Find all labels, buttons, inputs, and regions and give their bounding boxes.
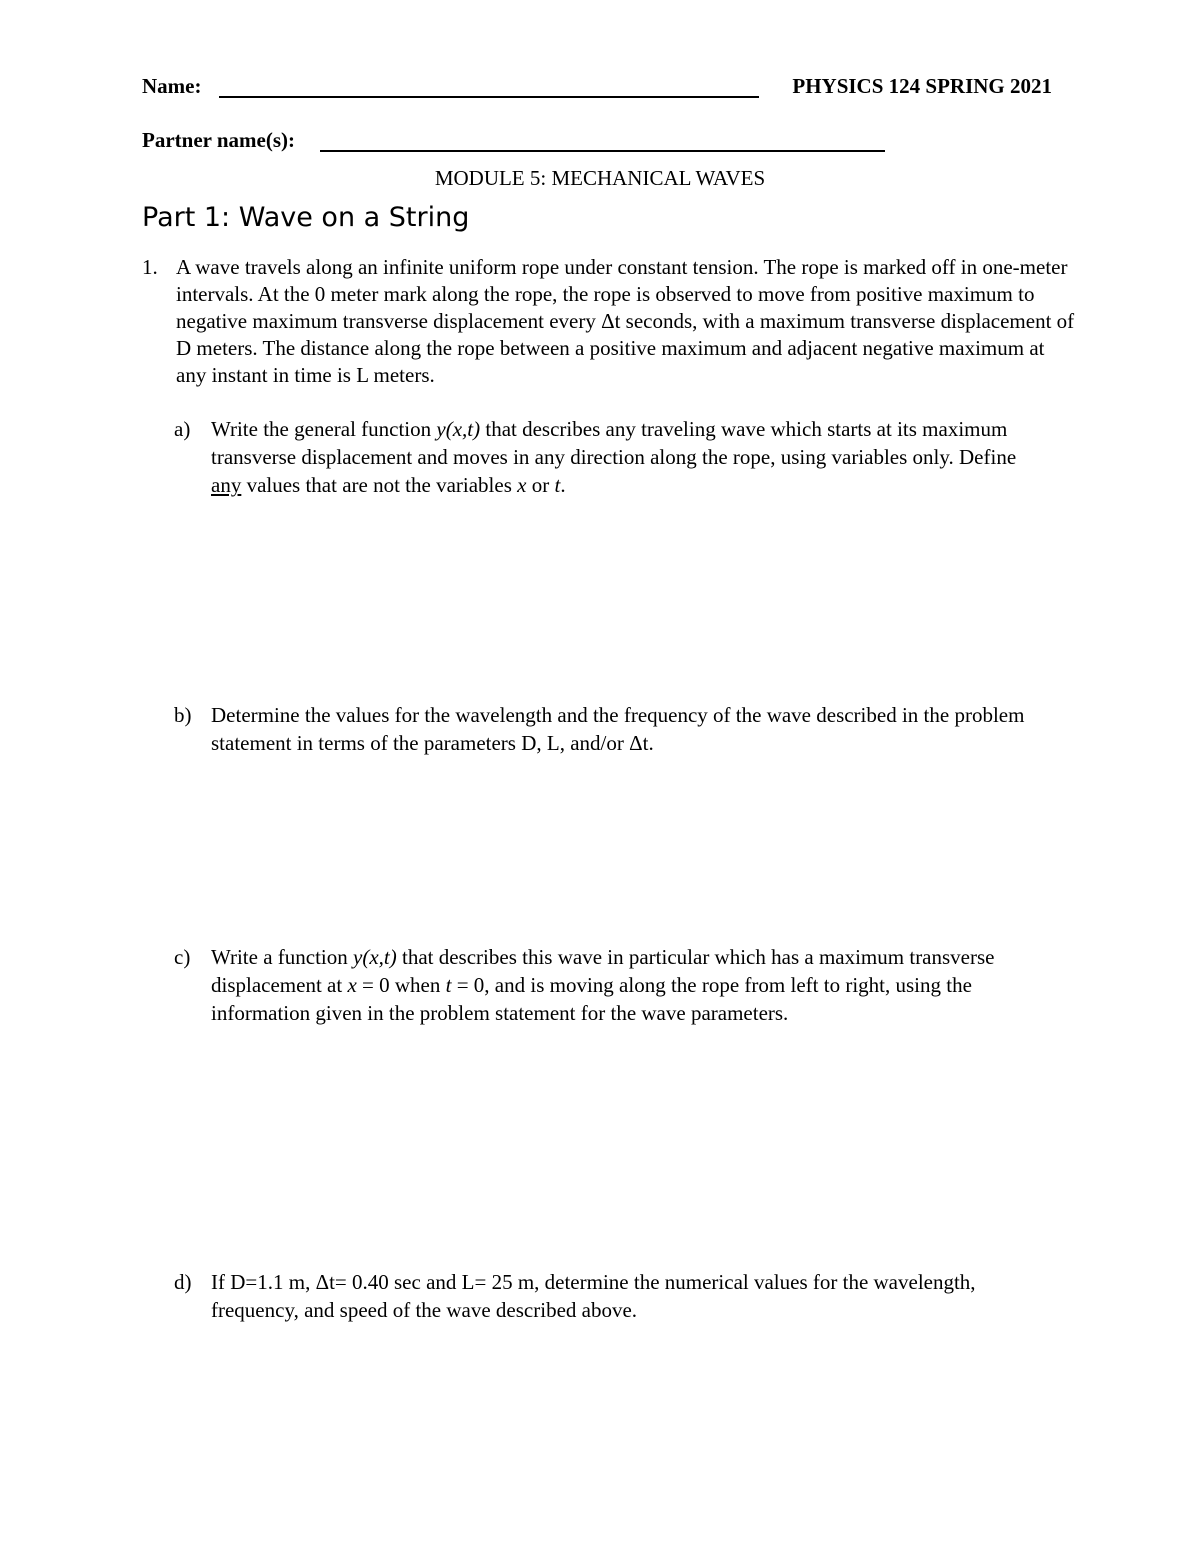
question-a-letter: a)	[174, 417, 191, 441]
text-run: Write a function	[211, 945, 354, 969]
problem-statement: A wave travels along an infinite uniform rope under constant tension. The rope is marked off in one-meter intervals. At the 0 meter mark along the rope, the rope is observed to move from positive maximum to negative maximum transverse displacement every Δt seconds, with a maximum transverse displacement of D meters. The distance along the rope between a positive maximum and adjacent negative maximum at any instant in time is L meters.	[176, 255, 1075, 387]
variable-t: t	[445, 973, 452, 997]
partner-label: Partner name(s):	[142, 128, 295, 152]
emphasis-underline: any	[211, 473, 242, 497]
partner-blank-line	[320, 150, 885, 152]
text-run: = 0 when	[356, 973, 446, 997]
text-run: or	[526, 473, 555, 497]
text-run: that describes this wave in particular which has a maximum transverse displacement at	[211, 945, 995, 997]
question-a-text	[211, 415, 1051, 499]
text-run: that describes any traveling wave which starts at its maximum transverse displacement and moves in any direction along the rope, using variables only. Define	[211, 417, 1017, 469]
text-run: Write the general function	[211, 417, 437, 441]
question-b-letter: b)	[174, 703, 192, 727]
name-label: Name:	[142, 74, 202, 98]
variable-t: t	[554, 473, 561, 497]
problem-number: 1.	[142, 255, 158, 279]
question-c-letter: c)	[174, 945, 191, 969]
variable-x: x	[517, 473, 527, 497]
name-blank-line	[219, 96, 759, 98]
course-title: PHYSICS 124 SPRING 2021	[792, 74, 1052, 98]
part-title: Part 1: Wave on a String	[142, 202, 470, 233]
function-notation: y(x,t)	[353, 945, 397, 969]
text-run: = 0, and is moving along the rope from left to right, using the information given in the problem statement for the wave parameters.	[211, 973, 972, 1025]
question-d-letter: d)	[174, 1270, 192, 1294]
variable-x: x	[347, 973, 357, 997]
question-b-text: Determine the values for the wavelength and the frequency of the wave described in the problem statement in terms of the parameters D, L, and/or Δt.	[211, 703, 1025, 755]
function-notation: y(x,t)	[436, 417, 481, 441]
text-run: .	[560, 473, 566, 497]
question-d-text: If D=1.1 m, Δt= 0.40 sec and L= 25 m, determine the numerical values for the wavelength, frequency, and speed of the wave described above.	[211, 1270, 976, 1322]
module-title: MODULE 5: MECHANICAL WAVES	[434, 166, 766, 190]
text-run: values that are not the variables	[241, 473, 518, 497]
question-c-text	[211, 943, 1051, 1027]
